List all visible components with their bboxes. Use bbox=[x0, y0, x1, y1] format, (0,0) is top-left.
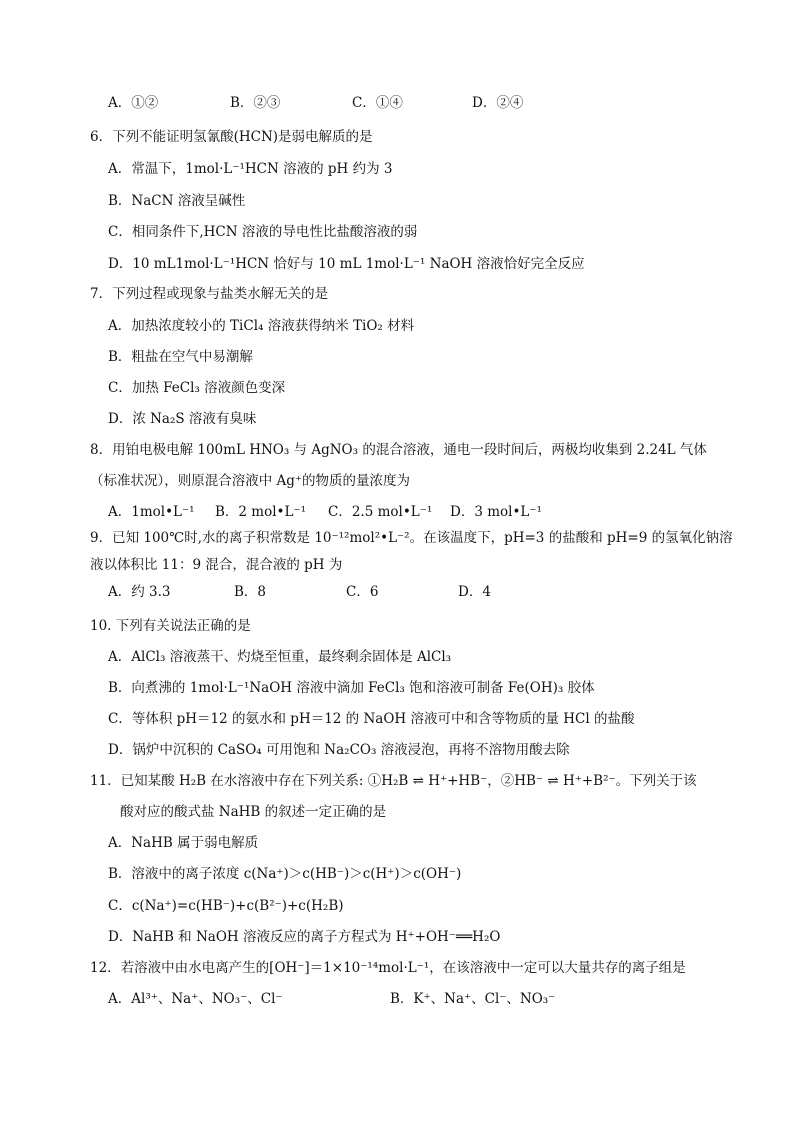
q9-option-c: C．6 bbox=[346, 584, 379, 600]
q11-stem-line1: 11．已知某酸 H₂B 在水溶液中存在下列关系: ①H₂B ⇌ H⁺+HB⁻，②HB⁻ ⇌ H⁺+B²⁻。下列关于该 bbox=[90, 773, 697, 789]
q10-option-a: A．AlCl₃ 溶液蒸干、灼烧至恒重，最终剩余固体是 AlCl₃ bbox=[108, 649, 452, 665]
q9-option-a: A．约 3.3 bbox=[108, 584, 171, 600]
q11-option-d: D．NaHB 和 NaOH 溶液反应的离子方程式为 H⁺+OH⁻══H₂O bbox=[108, 929, 501, 945]
q7-option-d: D．浓 Na₂S 溶液有臭味 bbox=[108, 411, 257, 427]
q11-option-b: B．溶液中的离子浓度 c(Na⁺)＞c(HB⁻)＞c(H⁺)＞c(OH⁻) bbox=[108, 866, 462, 882]
q7-option-b: B．粗盐在空气中易潮解 bbox=[108, 349, 253, 365]
q8-option-a: A．1mol•L⁻¹ bbox=[108, 504, 195, 520]
q6-option-a: A．常温下，1mol·L⁻¹HCN 溶液的 pH 约为 3 bbox=[108, 161, 393, 177]
q11-stem-line2: 酸对应的酸式盐 NaHB 的叙述一定正确的是 bbox=[120, 804, 387, 820]
q7-stem: 7．下列过程或现象与盐类水解无关的是 bbox=[90, 286, 329, 302]
q9-option-b: B．8 bbox=[234, 584, 267, 600]
q5-option-a: A．①② bbox=[108, 95, 159, 111]
q12-option-a: A．Al³⁺、Na⁺、NO₃⁻、Cl⁻ bbox=[108, 991, 283, 1007]
q6-option-c: C．相同条件下,HCN 溶液的导电性比盐酸溶液的弱 bbox=[108, 224, 418, 240]
q7-option-a: A．加热浓度较小的 TiCl₄ 溶液获得纳米 TiO₂ 材料 bbox=[108, 318, 415, 334]
q11-option-c: C．c(Na⁺)=c(HB⁻)+c(B²⁻)+c(H₂B) bbox=[108, 898, 344, 914]
q10-option-c: C．等体积 pH＝12 的氨水和 pH＝12 的 NaOH 溶液可中和含等物质的量 HCl 的盐酸 bbox=[108, 711, 635, 727]
q9-stem-line1: 9．已知 100℃时,水的离子积常数是 10⁻¹²mol²•L⁻²。在该温度下，pH=3 的盐酸和 pH=9 的氢氧化钠溶 bbox=[90, 530, 733, 546]
q6-option-d: D．10 mL1mol·L⁻¹HCN 恰好与 10 mL 1mol·L⁻¹ NaOH 溶液恰好完全反应 bbox=[108, 256, 585, 272]
q9-option-d: D．4 bbox=[458, 584, 491, 600]
q12-option-b: B．K⁺、Na⁺、Cl⁻、NO₃⁻ bbox=[390, 991, 556, 1007]
q8-option-b: B．2 mol•L⁻¹ bbox=[215, 504, 307, 520]
q7-option-c: C．加热 FeCl₃ 溶液颜色变深 bbox=[108, 380, 286, 396]
q8-option-c: C．2.5 mol•L⁻¹ bbox=[328, 504, 433, 520]
q11-option-a: A．NaHB 属于弱电解质 bbox=[108, 835, 259, 851]
q8-stem-line1: 8．用铂电极电解 100mL HNO₃ 与 AgNO₃ 的混合溶液，通电一段时间后，两极均收集到 2.24L 气体 bbox=[90, 442, 707, 458]
q9-stem-line2: 液以体积比 11：9 混合，混合液的 pH 为 bbox=[90, 557, 343, 573]
q6-stem: 6．下列不能证明氢氰酸(HCN)是弱电解质的是 bbox=[90, 129, 373, 145]
q5-option-c: C．①④ bbox=[352, 95, 403, 111]
q8-option-d: D．3 mol•L⁻¹ bbox=[450, 504, 542, 520]
q12-stem: 12．若溶液中由水电离产生的[OH⁻]＝1×10⁻¹⁴mol·L⁻¹，在该溶液中一定可以大量共存的离子组是 bbox=[90, 960, 686, 976]
q5-option-d: D．②④ bbox=[472, 95, 524, 111]
q5-option-b: B．②③ bbox=[230, 95, 281, 111]
q10-option-b: B．向煮沸的 1mol·L⁻¹NaOH 溶液中滴加 FeCl₃ 饱和溶液可制备 Fe(OH)₃ 胶体 bbox=[108, 680, 595, 696]
q10-option-d: D．锅炉中沉积的 CaSO₄ 可用饱和 Na₂CO₃ 溶液浸泡，再将不溶物用酸去除 bbox=[108, 742, 570, 758]
q8-stem-line2: （标准状况），则原混合溶液中 Ag⁺的物质的量浓度为 bbox=[90, 473, 411, 489]
q10-stem: 10. 下列有关说法正确的是 bbox=[90, 618, 251, 634]
q6-option-b: B．NaCN 溶液呈碱性 bbox=[108, 193, 246, 209]
